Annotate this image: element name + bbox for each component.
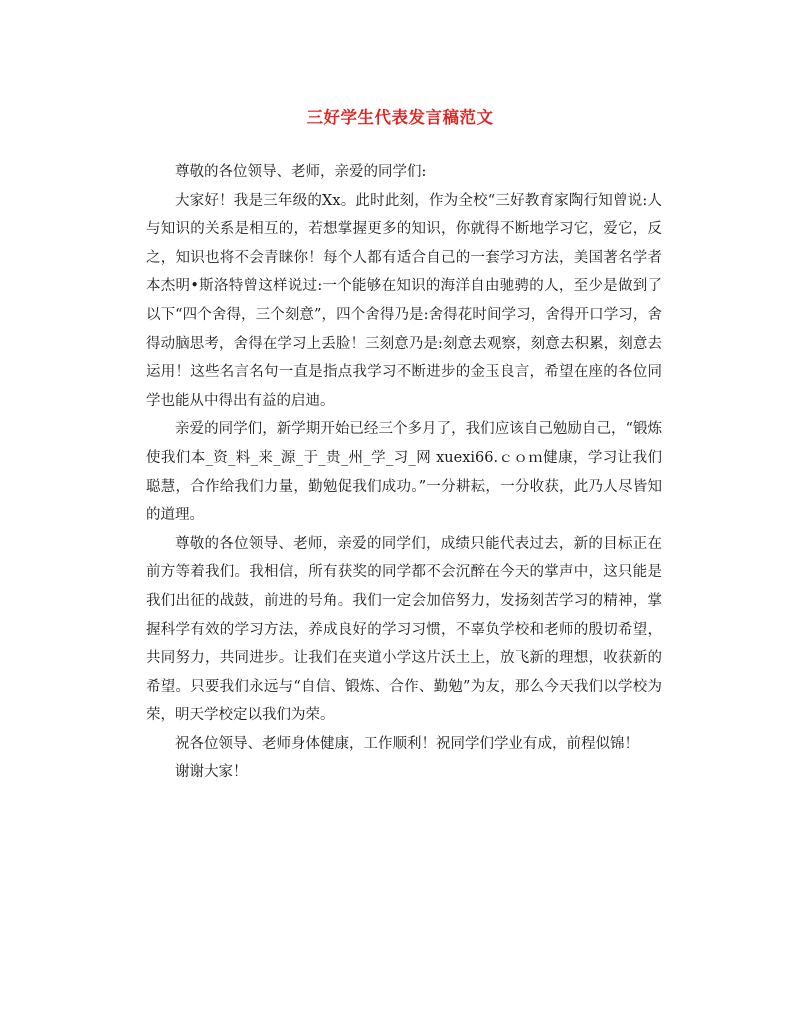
goals-paragraph: 尊敬的各位领导、老师，亲爱的同学们，成绩只能代表过去，新的目标正在前方等着我们。我相信，所有获奖的同学都不会沉醉在今天的掌声中，这只能是我们出征的战鼓，前进的号角。我们一定会加倍努力，发扬刻苦学习的精神，掌握科学有效的学习方法，养成良好的学习习惯，不辜负学校和老师的殷切希望，共同努力，共同进步。让我们在夹道小学这片沃土上，放飞新的理想，收获新的希望。只要我们永远与“自信、锻炼、合作、勤勉”为友，那么今天我们以学校为荣，明天学校定以我们为荣。 (146, 535, 662, 724)
document-title: 三好学生代表发言稿范文 (306, 108, 494, 127)
wishes-paragraph: 祝各位领导、老师身体健康，工作顺利！祝同学们学业有成，前程似锦！ (175, 735, 639, 752)
thanks-paragraph: 谢谢大家！ (175, 764, 248, 781)
salutation-paragraph: 尊敬的各位领导、老师，亲爱的同学们: (175, 164, 427, 180)
document-body (146, 158, 662, 787)
greeting-paragraph: 大家好！我是三年级的Xx。此时此刻，作为全校“三好教育家陶行知曾说:人与知识的关系是相互的，若想掌握更多的知识，你就得不断地学习它，爱它，反之，知识也将不会青睐你！每个人都有适合自己的一套学习方法，美国著名学者本杰明•斯洛特曾这样说过:一个能够在知识的海洋自由驰骋的人，至少是做到了以下“四个舍得，三个刻意”，四个舍得乃是:舍得花时间学习，舍得开口学习，舍得动脑思考，舍得在学习上丢脸！三刻意乃是:刻意去观察，刻意去积累，刻意去运用！这些名言名句一直是指点我学习不断进步的金玉良言，希望在座的各位同学也能从中得出有益的启迪。 (146, 192, 662, 409)
encouragement-paragraph: 亲爱的同学们，新学期开始已经三个多月了，我们应该自己勉励自己，“锻炼使我们本_资_料_来_源_于_贵_州_学_习_网 xuexi66.ｃｏｍ健康，学习让我们聪慧，合作给我们力量，勤勉促我们成功。”一分耕耘，一分收获，此乃人尽皆知的道理。 (146, 421, 662, 524)
